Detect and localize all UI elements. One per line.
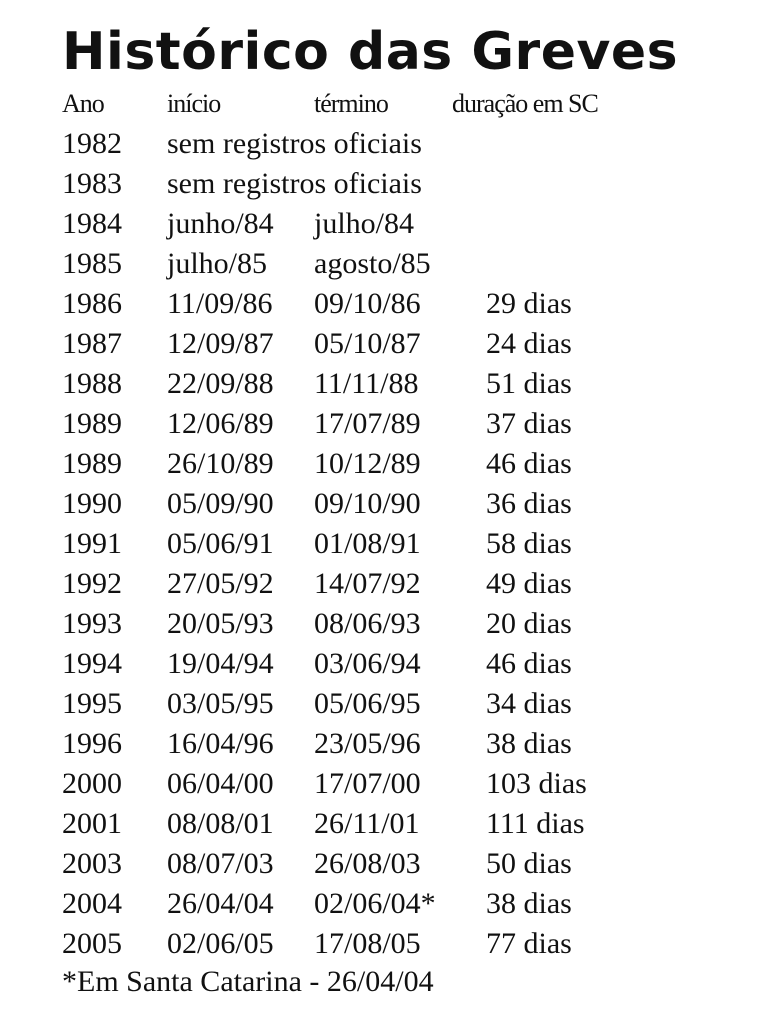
cell-duracao: 24 dias xyxy=(486,327,572,360)
cell-termino: 05/06/95 xyxy=(314,687,421,720)
cell-ano: 1983 xyxy=(62,167,122,200)
table-row xyxy=(62,804,762,844)
table-row xyxy=(62,244,762,284)
cell-termino: 26/08/03 xyxy=(314,847,421,880)
cell-ano: 1987 xyxy=(62,327,122,360)
table-row xyxy=(62,324,762,364)
cell-inicio: 08/07/03 xyxy=(167,847,274,880)
cell-ano: 1989 xyxy=(62,407,122,440)
table-row xyxy=(62,684,762,724)
table-row xyxy=(62,884,762,924)
cell-ano: 2003 xyxy=(62,847,122,880)
table-row xyxy=(62,644,762,684)
cell-inicio: 16/04/96 xyxy=(167,727,274,760)
cell-ano: 2005 xyxy=(62,927,122,960)
cell-duracao: 103 dias xyxy=(486,767,587,800)
cell-inicio: 12/06/89 xyxy=(167,407,274,440)
cell-ano: 1995 xyxy=(62,687,122,720)
cell-duracao: 77 dias xyxy=(486,927,572,960)
cell-ano: 2001 xyxy=(62,807,122,840)
cell-termino: 17/08/05 xyxy=(314,927,421,960)
cell-ano: 1988 xyxy=(62,367,122,400)
cell-duracao: 38 dias xyxy=(486,727,572,760)
cell-termino: 26/11/01 xyxy=(314,807,420,840)
cell-inicio: 11/09/86 xyxy=(167,287,273,320)
cell-ano: 1984 xyxy=(62,207,122,240)
cell-duracao: 49 dias xyxy=(486,567,572,600)
cell-ano: 1982 xyxy=(62,127,122,160)
table-row xyxy=(62,724,762,764)
table-row xyxy=(62,484,762,524)
table-row xyxy=(62,444,762,484)
cell-duracao: 111 dias xyxy=(486,807,585,840)
cell-ano: 1994 xyxy=(62,647,122,680)
table-row xyxy=(62,124,762,164)
cell-inicio: 06/04/00 xyxy=(167,767,274,800)
strike-table xyxy=(62,124,762,964)
column-header-inicio: início xyxy=(167,89,221,118)
cell-inicio: 20/05/93 xyxy=(167,607,274,640)
table-row xyxy=(62,764,762,804)
cell-inicio: 12/09/87 xyxy=(167,327,274,360)
table-row xyxy=(62,564,762,604)
table-row xyxy=(62,844,762,884)
column-header-termino: término xyxy=(314,89,388,118)
cell-inicio: 26/10/89 xyxy=(167,447,274,480)
cell-duracao: 46 dias xyxy=(486,647,572,680)
cell-duracao: 46 dias xyxy=(486,447,572,480)
cell-termino: 23/05/96 xyxy=(314,727,421,760)
cell-inicio: 22/09/88 xyxy=(167,367,274,400)
cell-ano: 1992 xyxy=(62,567,122,600)
cell-inicio: 02/06/05 xyxy=(167,927,274,960)
cell-termino: 09/10/90 xyxy=(314,487,421,520)
cell-duracao: 50 dias xyxy=(486,847,572,880)
table-row xyxy=(62,604,762,644)
cell-duracao: 58 dias xyxy=(486,527,572,560)
table-row xyxy=(62,524,762,564)
cell-termino: 11/11/88 xyxy=(314,367,419,400)
cell-duracao: 34 dias xyxy=(486,687,572,720)
cell-ano: 2004 xyxy=(62,887,122,920)
cell-termino: 17/07/89 xyxy=(314,407,421,440)
cell-termino: julho/84 xyxy=(314,207,415,240)
cell-inicio: 05/06/91 xyxy=(167,527,274,560)
cell-ano: 2000 xyxy=(62,767,122,800)
cell-duracao: 20 dias xyxy=(486,607,572,640)
column-header-duracao: duração em SC xyxy=(452,89,598,118)
cell-ano: 1996 xyxy=(62,727,122,760)
table-row xyxy=(62,284,762,324)
cell-ano: 1990 xyxy=(62,487,122,520)
cell-duracao: 51 dias xyxy=(486,367,572,400)
cell-ano: 1985 xyxy=(62,247,122,280)
table-header xyxy=(62,88,762,120)
cell-termino: 10/12/89 xyxy=(314,447,421,480)
cell-inicio: 26/04/04 xyxy=(167,887,274,920)
cell-inicio: 27/05/92 xyxy=(167,567,274,600)
table-row xyxy=(62,924,762,964)
cell-inicio: 05/09/90 xyxy=(167,487,274,520)
cell-inicio: 08/08/01 xyxy=(167,807,274,840)
column-header-ano: Ano xyxy=(62,89,104,118)
cell-duracao: 36 dias xyxy=(486,487,572,520)
cell-inicio: junho/84 xyxy=(167,207,274,240)
cell-duracao: 37 dias xyxy=(486,407,572,440)
cell-termino: 09/10/86 xyxy=(314,287,421,320)
cell-duracao: 38 dias xyxy=(486,887,572,920)
table-row xyxy=(62,364,762,404)
cell-termino: 08/06/93 xyxy=(314,607,421,640)
cell-ano: 1989 xyxy=(62,447,122,480)
cell-termino: 14/07/92 xyxy=(314,567,421,600)
cell-inicio: sem registros oficiais xyxy=(167,127,422,160)
cell-termino: 05/10/87 xyxy=(314,327,421,360)
cell-termino: 17/07/00 xyxy=(314,767,421,800)
table-row xyxy=(62,404,762,444)
cell-duracao: 29 dias xyxy=(486,287,572,320)
table-row xyxy=(62,204,762,244)
cell-termino: agosto/85 xyxy=(314,247,431,280)
cell-ano: 1991 xyxy=(62,527,122,560)
table-row xyxy=(62,164,762,204)
cell-ano: 1993 xyxy=(62,607,122,640)
page-title: Histórico das Greves xyxy=(62,22,679,82)
cell-inicio: sem registros oficiais xyxy=(167,167,422,200)
cell-termino: 01/08/91 xyxy=(314,527,421,560)
cell-termino: 03/06/94 xyxy=(314,647,421,680)
cell-inicio: julho/85 xyxy=(167,247,268,280)
cell-termino: 02/06/04* xyxy=(314,887,436,920)
cell-ano: 1986 xyxy=(62,287,122,320)
cell-inicio: 03/05/95 xyxy=(167,687,274,720)
cell-inicio: 19/04/94 xyxy=(167,647,274,680)
footnote: *Em Santa Catarina - 26/04/04 xyxy=(62,965,434,998)
